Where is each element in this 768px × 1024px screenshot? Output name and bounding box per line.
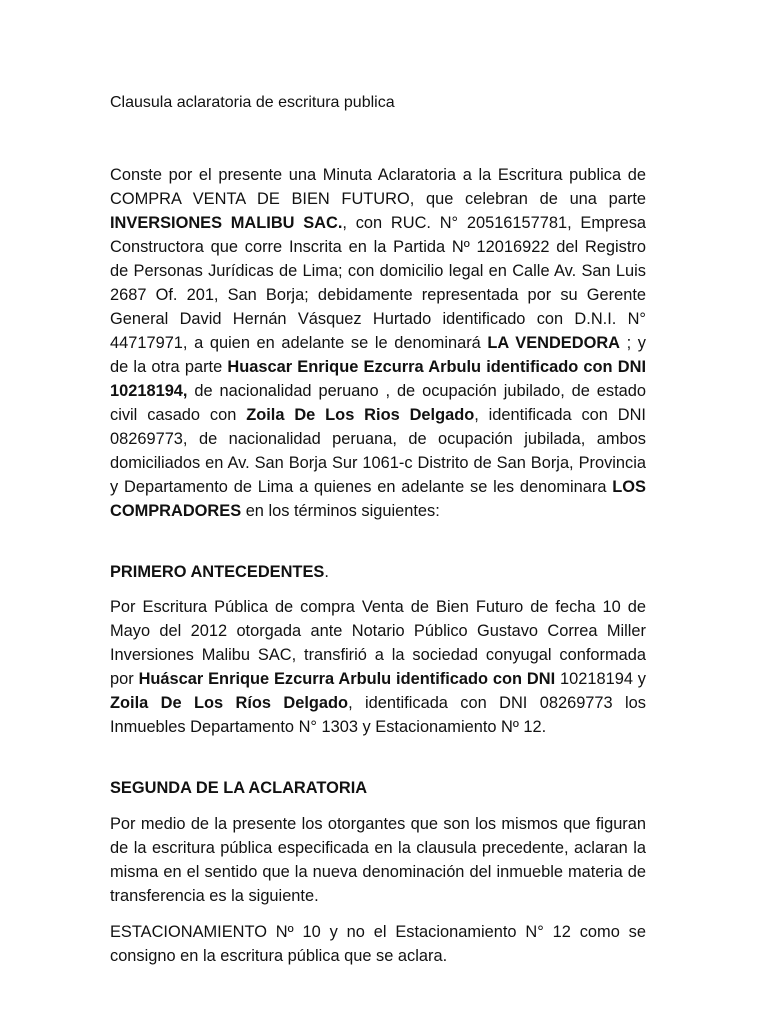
- paragraph-intro: [110, 163, 646, 523]
- buyers-designation: LOS COMPRADORES: [110, 478, 646, 520]
- spouse-name: Zoila De Los Ríos Delgado: [110, 694, 349, 712]
- paragraph-text: , identificada con DNI 08269773, de nacionalidad peruana, de ocupación jubilada, ambos domiciliados en Av. San Borja Sur 1061-c Distrito de San Borja, Provincia y Departamento de Lima a quienes en adelante se les denominara: [110, 406, 646, 496]
- paragraph-text: 10218194 y: [555, 670, 646, 688]
- buyer-name: Huascar Enrique Ezcurra Arbulu identificado con DNI 10218194,: [110, 358, 646, 400]
- paragraph-text: Por Escritura Pública de compra Venta de Bien Futuro de fecha 10 de Mayo del 2012 otorgada ante Notario Público Gustavo Correa Miller Inversiones Malibu SAC, transfirió a la sociedad conyugal conformada por: [110, 598, 646, 688]
- paragraph-text: , con RUC. N° 20516157781, Empresa Constructora que corre Inscrita en la Partida Nº 12016922 del Registro de Personas Jurídicas de Lima; con domicilio legal en Calle Av. San Luis 2687 Of. 201, San Borja; debidamente representada por su Gerente General David Hernán Vásquez Hurtado identificado con D.N.I. N° 44717971, a quien en adelante se le denominará: [110, 214, 647, 352]
- section-heading-aclaratoria: SEGUNDA DE LA ACLARATORIA: [110, 779, 368, 797]
- spouse-name: Zoila De Los Rios Delgado: [246, 406, 475, 424]
- paragraph-estacionamiento: ESTACIONAMIENTO Nº 10 y no el Estacionamiento N° 12 como se consigno en la escritura pública que se aclara.: [110, 923, 646, 965]
- paragraph-text: en los términos siguientes:: [241, 502, 440, 520]
- paragraph-text: , identificada con DNI 08269773 los Inmuebles Departamento N° 1303 y Estacionamiento Nº 12.: [110, 694, 646, 736]
- buyer-name: Huáscar Enrique Ezcurra Arbulu identificado con DNI: [138, 670, 556, 688]
- paragraph-text: Conste por el presente una Minuta Aclaratoria a la Escritura publica de COMPRA VENTA DE BIEN FUTURO, que celebran de una parte: [110, 166, 646, 208]
- paragraph-aclaratoria: Por medio de la presente los otorgantes que son los mismos que figuran de la escritura pública especificada en la clausula precedente, aclaran la misma en el sentido que la nueva denominación del inmueble materia de transferencia es la siguiente.: [110, 815, 646, 905]
- paragraph-text: de nacionalidad peruano , de ocupación jubilado, de estado civil casado con: [110, 382, 646, 424]
- paragraph-text: ; y de la otra parte: [110, 334, 646, 376]
- seller-company-name: INVERSIONES MALIBU SAC.: [110, 214, 343, 232]
- heading-punctuation: .: [324, 563, 329, 581]
- section-heading-text: PRIMERO ANTECEDENTES: [110, 563, 325, 581]
- section-heading-antecedentes: [110, 560, 646, 584]
- seller-designation: LA VENDEDORA: [487, 334, 620, 352]
- document-title: Clausula aclaratoria de escritura publica: [110, 94, 395, 111]
- paragraph-antecedentes: [110, 595, 646, 739]
